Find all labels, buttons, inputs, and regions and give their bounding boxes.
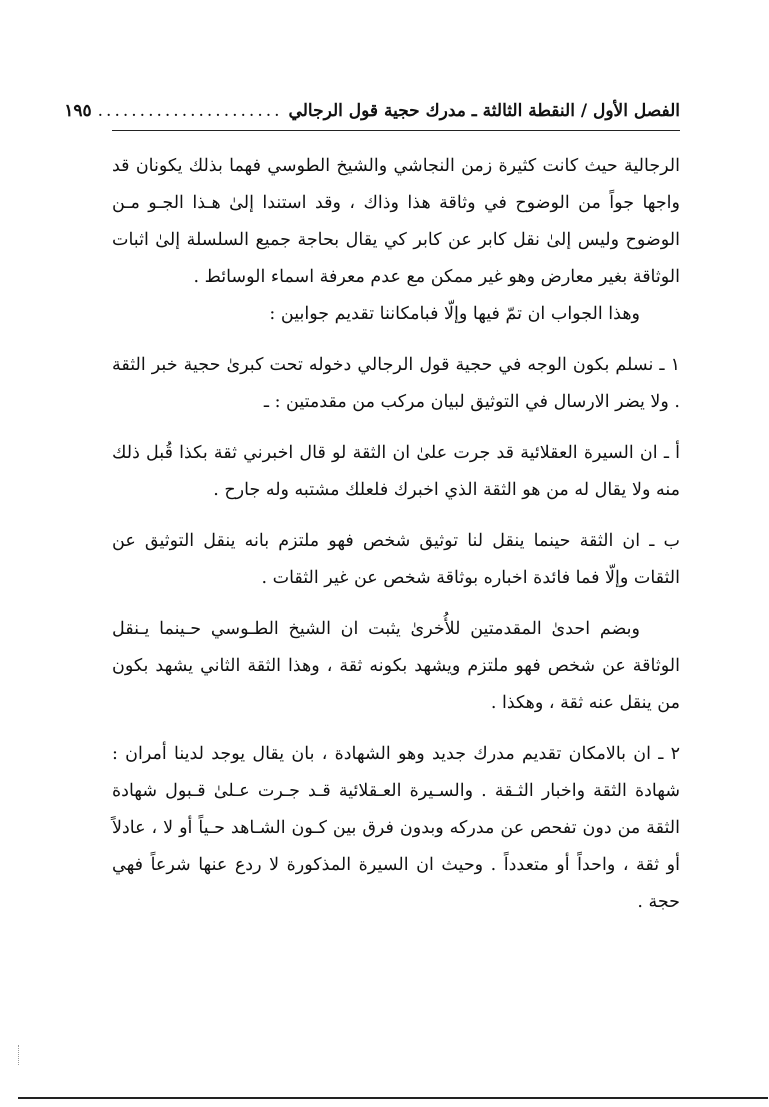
page-bottom-edge xyxy=(18,1097,768,1099)
running-header xyxy=(64,96,680,126)
body-text xyxy=(112,148,680,921)
paragraph-answer-one: ١ ـ نسلم بكون الوجه في حجية قول الرجالي دخوله تحت كبرىٰ حجية خبر الثقة . ولا يضر الارسال في التوثيق لبيان مركب من مقدمتين : ـ xyxy=(112,355,680,412)
page-number: ١٩٥ xyxy=(64,101,92,121)
paragraph-premise-ba: ب ـ ان الثقة حينما ينقل لنا توثيق شخص فهو ملتزم بانه ينقل التوثيق عن الثقات وإلّا فما فائدة اخباره بوثاقة شخص عن غير الثقات . xyxy=(112,531,680,588)
scan-margin-mark xyxy=(18,1045,21,1065)
chapter-title: الفصل الأول / النقطة الثالثة ـ مدرك حجية قول الرجالي xyxy=(288,101,680,121)
paragraph-continuation: الرجالية حيث كانت كثيرة زمن النجاشي والشيخ الطوسي فهما بذلك يكونان قد واجها جواً من الوضوح في وثاقة هذا وذاك ، وقد استندا إلىٰ هـذا الجـو مـن الوضوح وليس إلىٰ نقل كابر عن كابر كي يقال بحاجة جميع السلسلة إلىٰ اثبات الوثاقة بغير معارض وهو غير ممكن مع عدم معرفة اسماء الوسائط . xyxy=(112,156,680,287)
header-rule xyxy=(112,130,680,131)
paragraph-two-answers: وهذا الجواب ان تمّ فيها وإلّا فبامكاننا تقديم جوابين : xyxy=(269,304,640,324)
leader-dots: ...................... xyxy=(97,101,283,121)
paragraph-combination: وبضم احدىٰ المقدمتين للأُخرىٰ يثبت ان الشيخ الطـوسي حـينما يـنقل الوثاقة عن شخص فهو ملتزم ويشهد بكونه ثقة ، وهذا الثقة الثاني يشهد بكون من ينقل عنه ثقة ، وهكذا . xyxy=(112,619,680,713)
paragraph-answer-two: ٢ ـ ان بالامكان تقديم مدرك جديد وهو الشهادة ، بان يقال يوجد لدينا أمران : شهادة الثقة واخبار الثـقة . والسـيرة العـقلائية قـد جـرت عـلىٰ قـبول شهادة الثقة من دون تفحص عن مدركه وبدون فرق بين كـون الشـاهد حـياً أو لا ، عادلاً أو ثقة ، واحداً أو متعدداً . وحيث ان السيرة المذكورة لا ردع عنها شرعاً فهي حجة . xyxy=(112,744,680,912)
paragraph-premise-alef: أ ـ ان السيرة العقلائية قد جرت علىٰ ان الثقة لو قال اخبرني ثقة بكذا قُبل ذلك منه ولا يقال له من هو الثقة الذي اخبرك فلعلك مشتبه وله جارح . xyxy=(112,443,680,500)
